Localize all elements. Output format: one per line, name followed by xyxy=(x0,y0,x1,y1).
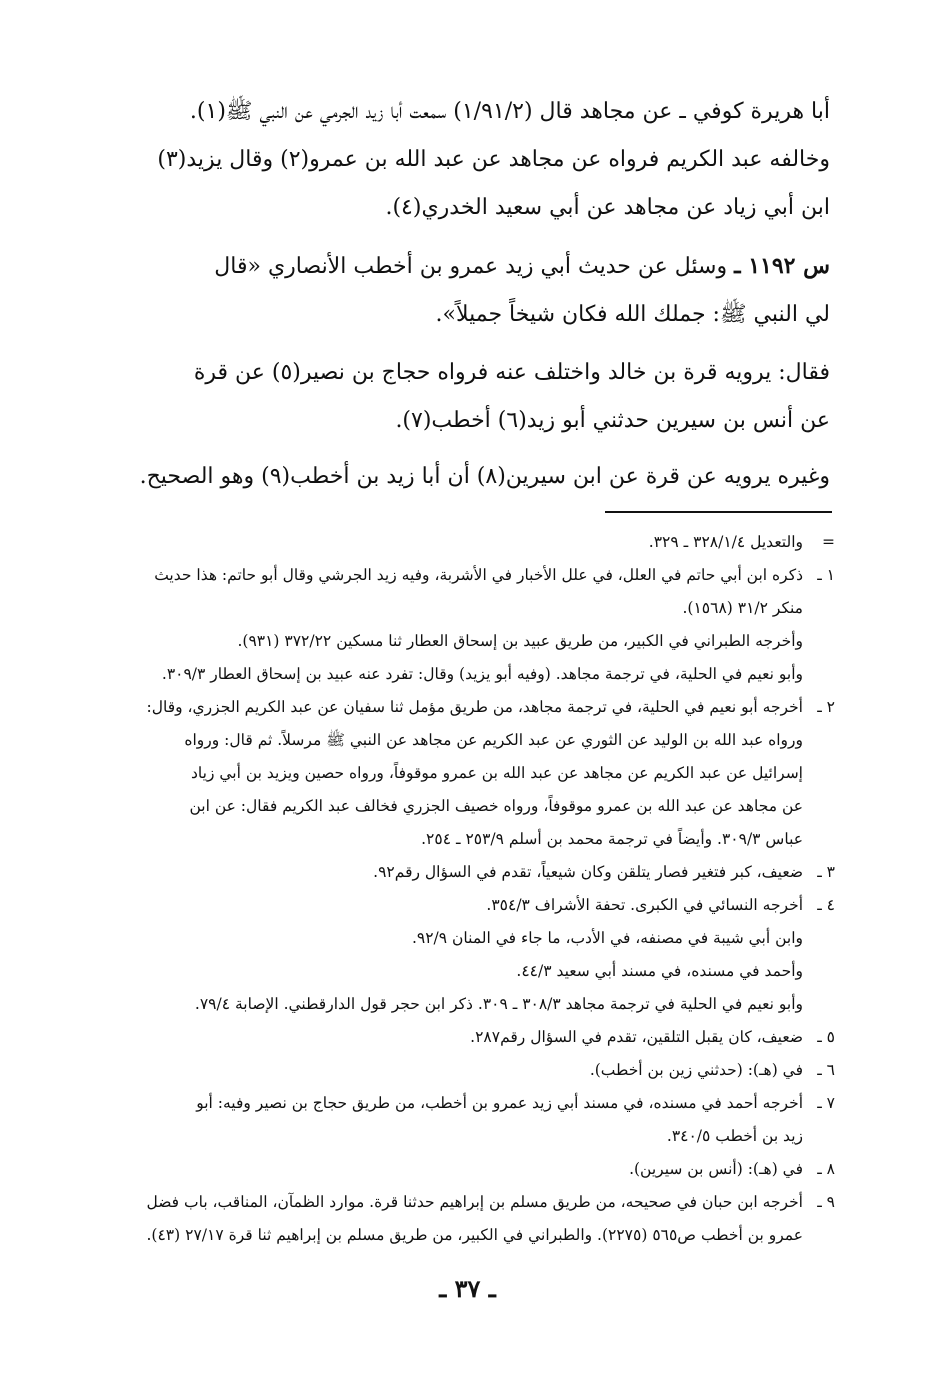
footnote xyxy=(100,856,835,889)
question-line xyxy=(100,242,830,291)
footnote-line: وأبو نعيم في الحلية في ترجمة مجاهد ٣٠٨/٣ ـ ٣٠٩. ذكر ابن حجر قول الدارقطني. الإصابة ٧٩/٤. xyxy=(194,995,803,1013)
footnote-number: ٥ ـ xyxy=(817,1028,835,1046)
answer-line: فقال: يرويه قرة بن خالد واختلف عنه فرواه حجاج بن نصير(٥) عن قرة xyxy=(193,360,830,385)
footnote-number: ٦ ـ xyxy=(817,1061,835,1079)
footnote-line: عن مجاهد عن عبد الله بن عمرو موقوفاً، ورواه خصيف الجزري فخالف عبد الكريم فقال: عن ابن xyxy=(189,797,803,815)
footnote-line: ضعيف، كان يقبل التلقين، تقدم في السؤال رقم٢٨٧. xyxy=(470,1028,803,1046)
footnote-line: منكر ٣١/٢ (١٥٦٨). xyxy=(682,599,803,617)
footnote xyxy=(100,559,835,691)
footnotes xyxy=(100,526,835,1252)
page-number: ـ ٣٧ ـ xyxy=(439,1274,496,1303)
footnote-line: إسرائيل عن عبد الكريم عن مجاهد عن عبد الله بن عمرو موقوفاً، ورواه حصين ويزيد بن أبي زياد xyxy=(191,764,803,782)
footnote-line: وأبو نعيم في الحلية، في ترجمة مجاهد. (وفيه أبو يزيد) وقال: تفرد عنه عبيد بن إسحاق العطار ٣٠٩/٣. xyxy=(161,665,803,683)
footnote-line: ضعيف، كبر فتغير فصار يتلقن وكان شيعياً، تقدم في السؤال رقم٩٢. xyxy=(373,863,803,881)
question-line: لي النبي ﷺ: جملك الله فكان شيخاً جميلاً». xyxy=(435,302,830,327)
footnote-line: وأخرجه الطبراني في الكبير، من طريق عبيد بن إسحاق العطار ثنا مسكين ٣٧٢/٢٢ (٩٣١). xyxy=(237,632,803,650)
footnote xyxy=(100,1087,835,1153)
footnote-line: ورواه عبد الله بن الوليد عن الثوري عن عبد الكريم عن مجاهد عن النبي ﷺ مرسلاً. ثم قال: ورواه xyxy=(184,731,803,749)
footnote-line: وابن أبي شيبة في مصنفه، في الأدب، ما جاء في المنان ٩٢/٩. xyxy=(411,929,803,947)
footnote xyxy=(100,1021,835,1054)
footnote xyxy=(100,1153,835,1186)
footnote-line: أخرجه النسائي في الكبرى. تحفة الأشراف ٣٥٤/٣. xyxy=(486,896,803,914)
footnote-separator xyxy=(605,511,832,513)
footnote xyxy=(100,1186,835,1252)
footnote-line: عمرو بن أخطب ص٥٦٥ (٢٢٧٥). والطبراني في الكبير، من طريق مسلم بن إبراهيم ثنا قرة ٢٧/١٧ (٤٣). xyxy=(146,1226,803,1244)
footnote-number: ٤ ـ xyxy=(817,896,835,914)
footnote-line: أخرجه ابن حبان في صحيحه، من طريق مسلم بن إبراهيم حدثنا قرة. موارد الظمآن، المناقب، باب فضل xyxy=(146,1193,803,1211)
footnote-line: في (هـ): (أنس بن سيرين). xyxy=(629,1160,803,1178)
footnote-line: في (هـ): (حدثني زين بن أخطب). xyxy=(589,1061,803,1079)
main-line: أبا هريرة كوفي ـ عن مجاهد قال (١/٩١/٢) سمعت أبا زيد الجرمي عن النبي ﷺ(١). xyxy=(189,99,830,124)
footnote-number: ٩ ـ xyxy=(817,1193,835,1211)
main-line: ابن أبي زياد عن مجاهد عن أبي سعيد الخدري(٤). xyxy=(385,195,830,220)
footnote-number: ١ ـ xyxy=(817,566,835,584)
footnote-line: زيد بن أخطب ٣٤٠/٥. xyxy=(666,1127,803,1145)
main-text xyxy=(100,88,830,501)
footnote xyxy=(100,526,835,559)
footnote-number: ٢ ـ xyxy=(817,698,835,716)
footnote-line: عباس ٣٠٩/٣. وأيضاً في ترجمة محمد بن أسلم ٢٥٣/٩ ـ ٢٥٤. xyxy=(421,830,803,848)
footnote xyxy=(100,1054,835,1087)
answer-line: وغيره يرويه عن قرة عن ابن سيرين(٨) أن أبا زيد بن أخطب(٩) وهو الصحيح. xyxy=(139,464,830,489)
footnote xyxy=(100,889,835,1021)
footnote-number: ٣ ـ xyxy=(817,863,835,881)
footnote-line: أخرجه أبو نعيم في الحلية، في ترجمة مجاهد، من طريق مؤمل ثنا سفيان عن عبد الكريم الجزري، وقال: xyxy=(146,698,803,716)
footnote-number: ٨ ـ xyxy=(817,1160,835,1178)
footnote xyxy=(100,691,835,856)
footnote-number: ٧ ـ xyxy=(817,1094,835,1112)
footnote-line: والتعديل ٣٢٨/١/٤ ـ ٣٢٩. xyxy=(648,533,803,551)
footnote-number: = xyxy=(822,533,835,551)
footnote-line: أخرجه أحمد في مسنده، في مسند أبي زيد عمرو بن أخطب، من طريق حجاج بن نصير وفيه: أبو xyxy=(196,1094,803,1112)
main-line: وخالفه عبد الكريم فرواه عن مجاهد عن عبد الله بن عمرو(٢) وقال يزيد(٣) xyxy=(157,147,830,172)
footnote-line: ذكره ابن أبي حاتم في العلل، في علل الأخبار في الأشربة، وفيه زيد الجرشي وقال أبو حاتم: هذا حديث xyxy=(154,566,803,584)
footnote-line: وأحمد في مسنده، في مسند أبي سعيد ٤٤/٣. xyxy=(516,962,803,980)
question-number: س ١١٩٢ ـ xyxy=(734,253,830,279)
answer-line: عن أنس بن سيرين حدثني أبو زيد(٦) أخطب(٧). xyxy=(395,408,830,433)
question-text: وسئل عن حديث أبي زيد عمرو بن أخطب الأنصاري «قال xyxy=(214,254,735,279)
